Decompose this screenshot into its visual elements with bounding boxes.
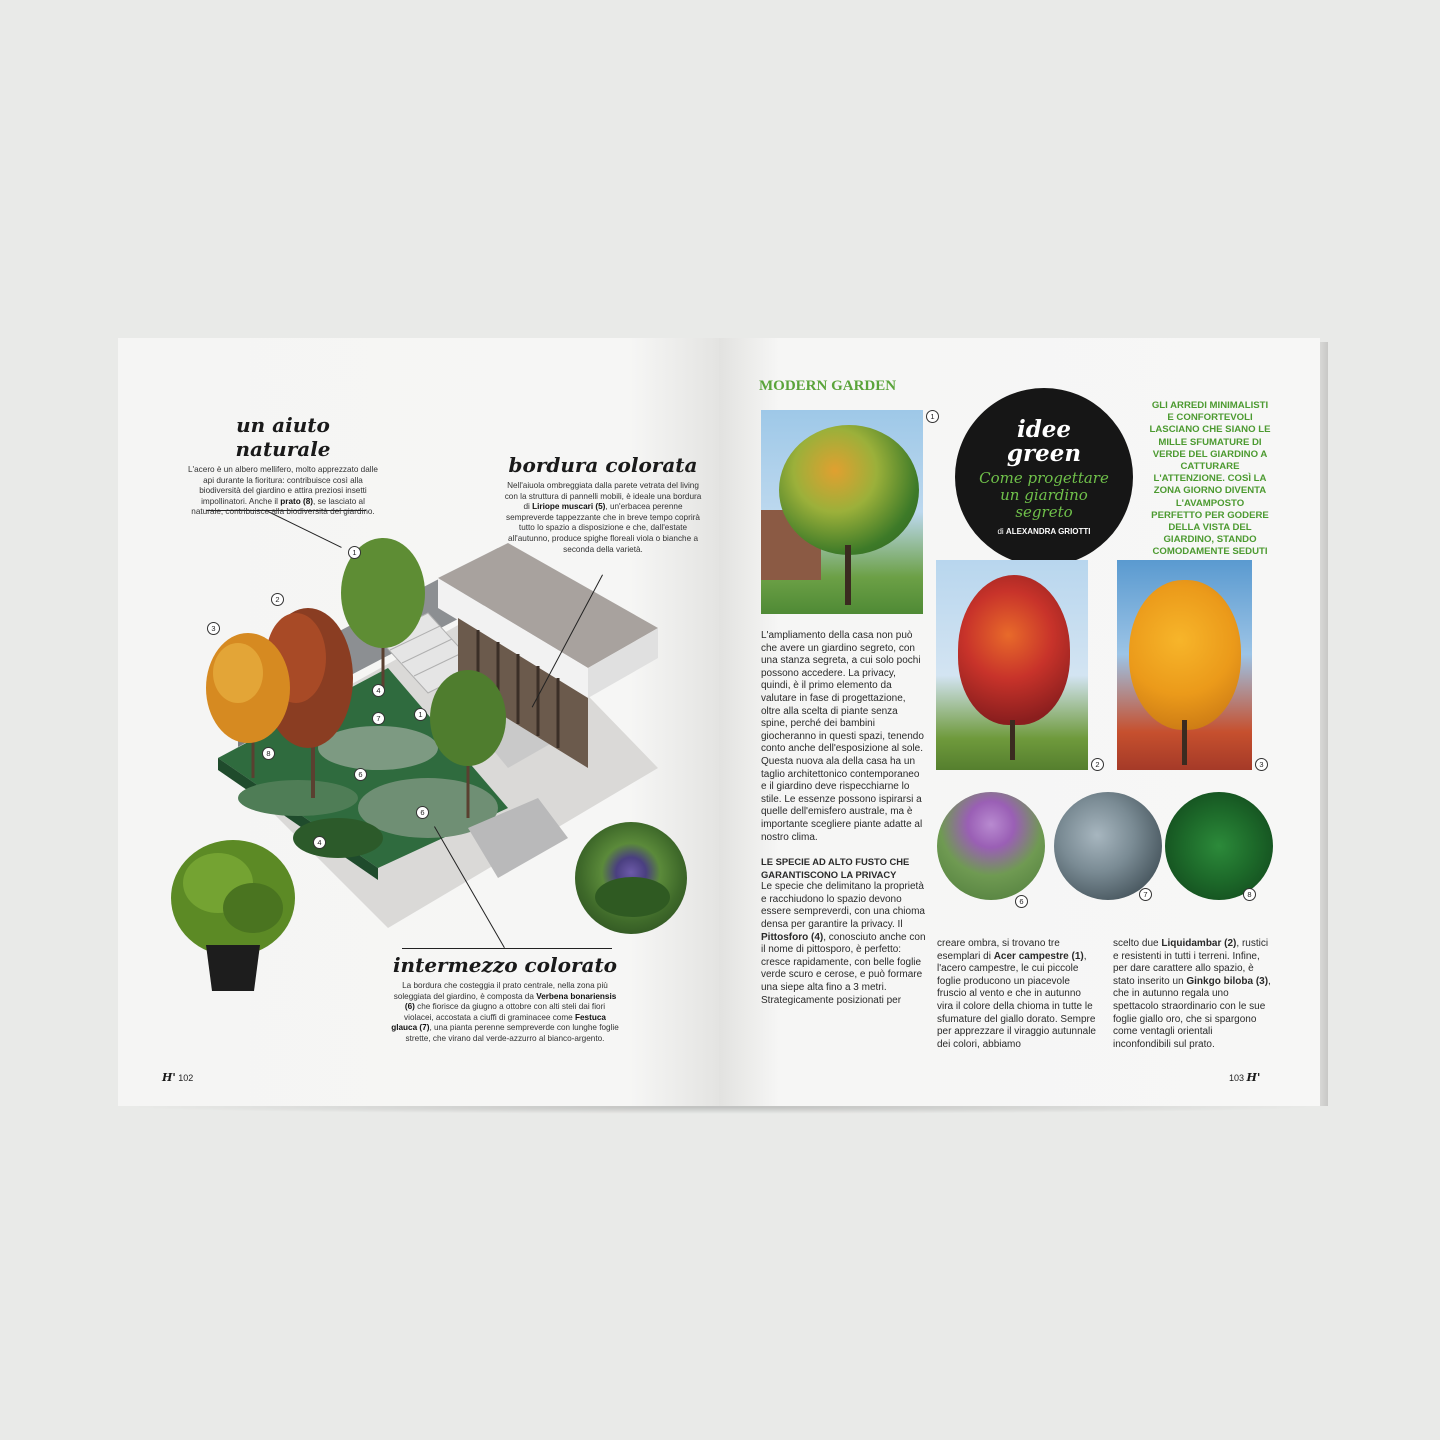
marker-1b: 1 — [414, 708, 427, 721]
section-text: L'acero è un albero mellifero, molto apprezzato dalle api durante la fioritura: contribuisce così alla biodiversità del giardino e attira preziosi insetti impollinatori. Anche il prato (8), se lasciato al naturale, contribuisce alla biodiversità del giardino. — [188, 465, 378, 517]
liriope-photo — [575, 822, 687, 934]
marker-2: 2 — [271, 593, 284, 606]
section-un-aiuto-naturale — [188, 413, 378, 518]
marker-4b: 4 — [313, 836, 326, 849]
badge-subtitle: Come progettare un giardino segreto — [979, 469, 1109, 521]
section-text: La bordura che costeggia il prato centrale, nella zona più soleggiata del giardino, è composta da Verbena bonariensis (6) che fiorisce da giugno a ottobre con alti steli dai fiori violacei, accostata a ciuffi di graminacee come Festuca glauca (7), una pianta perenne sempreverde con lunghe foglie strette, che virano dal verde-azzurro al bianco-argento. — [391, 981, 619, 1043]
folio-right: 103 H' — [1229, 1071, 1261, 1084]
section-text: Nell'aiuola ombreggiata dalla parete vetrata del living con la struttura di pannelli mobili, è ideale una bordura di Liriope muscari (5), un'erbacea perenne sempreverde tappezzante che in breve tempo coprirà tutto lo spazio a disposizione e che, dall'estate all'autunno, produce spighe floreali viola o bianche a seconda della varietà. — [504, 481, 702, 554]
intro-text: GLI ARREDI MINIMALISTI E CONFORTEVOLI LASCIANO CHE SIANO LE MILLE SFUMATURE DI VERDE DEL GIARDINO A CATTURARE L'ATTENZIONE. COSÌ LA ZONA GIORNO DIVENTA L'AVAMPOSTO PERFETTO PER GODERE DELLA VISTA DEL GIARDINO, STANDO COMODAMENTE SEDUTI — [1149, 400, 1271, 558]
photo-liquidambar — [936, 560, 1088, 770]
photo-number-8: 8 — [1243, 888, 1256, 901]
body-column-2: creare ombra, si trovano tre esemplari di Acer campestre (1), l'acero campestre, le cui piccole foglie producono un piacevole fruscio al vento e che in autunno vira il colore della chioma in tutte le sfumature del giallo dorato. Sempre per apprezzare il viraggio autunnale dei colori, abbiamo — [937, 938, 1096, 1050]
photo-ginkgo — [1117, 560, 1252, 770]
paragraph: Le specie che delimitano la proprietà e racchiudono lo spazio devono essere sempreverdi, con una chioma densa per garantire la privacy. Il Pittosforo (4), conosciuto anche con il nome di pittosporo, è perfetto: cresce rapidamente, con belle foglie verde scuro e cerose, e può formare una siepe alta fino a 3 metri. Strategicamente posizionati per — [761, 881, 926, 1006]
left-page — [118, 338, 719, 1106]
photo-number-2: 2 — [1091, 758, 1104, 771]
marker-4: 4 — [372, 684, 385, 697]
marker-1: 1 — [348, 546, 361, 559]
hedge — [293, 818, 383, 858]
potted-pittosporum — [168, 833, 298, 993]
photo-festuca — [1054, 792, 1162, 900]
paragraph: L'ampliamento della casa non può che avere un giardino segreto, con una stanza segreta, a cui solo pochi possono accedere. La privacy, quindi, è il primo elemento da valutare in fase di progettazione, oltre alla scelta di piante senza spine, perché dei bambini giocheranno in questi spazi, tenendo conto anche dell'esposizione al sole. Questa nuova ala della casa ha un taglio architettonico contemporaneo e il giardino deve rispecchiarne lo stile. Le essenze possono ispirarsi a quelle dell'emisfero australe, ma è importante scegliere piante adatte al nostro clima. — [761, 630, 924, 843]
marker-6b: 6 — [416, 806, 429, 819]
right-page — [719, 338, 1320, 1106]
photo-prato — [1165, 792, 1273, 900]
photo-number-3: 3 — [1255, 758, 1268, 771]
marker-6: 6 — [354, 768, 367, 781]
photo-acer-campestre — [761, 410, 923, 614]
body-column-3: scelto due Liquidambar (2), rustici e resistenti in tutti i terreni. Infine, per dare carattere allo spazio, è stato inserito un Ginkgo biloba (3), che in autunno regala uno spettacolo straordinario con le sue foglie giallo oro, che si spargono come ventagli orientali inconfondibili sul prato. — [1113, 938, 1271, 1050]
page-edge — [1320, 342, 1328, 1106]
section-title: bordura colorata — [508, 453, 698, 477]
badge-byline: di ALEXANDRA GRIOTTI — [997, 527, 1091, 536]
photo-verbena — [937, 792, 1045, 900]
folio-left: H' 102 — [162, 1071, 194, 1084]
subheading: LE SPECIE AD ALTO FUSTO CHE GARANTISCONO LA PRIVACY — [761, 856, 910, 880]
idee-green-badge — [955, 388, 1133, 566]
marker-7: 7 — [372, 712, 385, 725]
marker-8: 8 — [262, 747, 275, 760]
kicker: MODERN GARDEN — [759, 378, 897, 394]
body-column-1 — [761, 630, 926, 1007]
section-bordura-colorata — [503, 453, 703, 555]
photo-number-7: 7 — [1139, 888, 1152, 901]
section-title: un aiuto naturale — [235, 413, 331, 461]
section-title: intermezzo colorato — [392, 953, 618, 977]
marker-3: 3 — [207, 622, 220, 635]
badge-title: idee green — [1006, 416, 1082, 467]
photo-number-6: 6 — [1015, 895, 1028, 908]
photo-number-1: 1 — [926, 410, 939, 423]
section-intermezzo-colorato — [390, 953, 620, 1045]
magazine-spread — [118, 338, 1328, 1106]
